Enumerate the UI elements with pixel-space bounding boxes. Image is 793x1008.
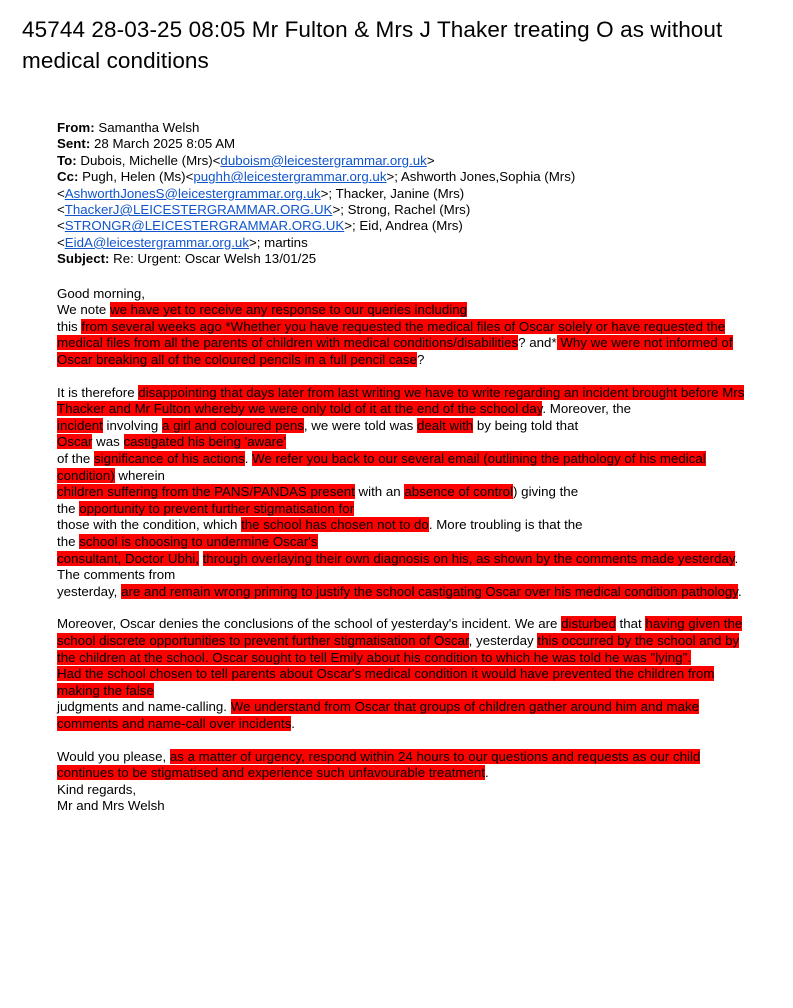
p2-s10: with an xyxy=(354,484,405,500)
p2-h6: castigated his being 'aware' xyxy=(123,434,287,450)
p2-h5: Oscar xyxy=(57,434,93,450)
p2-s8: . xyxy=(244,451,253,466)
signoff-line-2: Mr and Mrs Welsh xyxy=(57,798,165,814)
p1-s2: this xyxy=(57,318,82,334)
p2-h7: significance of his actions xyxy=(93,451,245,466)
email-container xyxy=(57,120,757,815)
p2-s12: those with the condition xyxy=(57,517,196,533)
p3-s3: , yesterday xyxy=(468,632,538,648)
p3-h3: this occurred by the school and by the children at the school. Oscar sought to tell Emily about his condition to which he was told he was "lying". xyxy=(57,632,740,665)
email-header-cc xyxy=(57,169,757,251)
p2-h8: We refer you back to our several email (outlining the pathology of his medical condition) xyxy=(57,451,706,483)
email-header-sent xyxy=(57,136,757,152)
p2-s14: . More troubling is that the xyxy=(428,517,583,533)
p2-s18: . xyxy=(737,583,742,599)
p2-s1: It is therefore xyxy=(57,384,139,400)
to-open-bracket: < xyxy=(212,152,221,168)
p1-s4: ? xyxy=(416,352,425,368)
p2-h3: a girl and coloured pens xyxy=(161,417,304,433)
cc-trail-3: >; Eid, Andrea (Mrs) xyxy=(344,218,463,234)
p2-h10: absence of control xyxy=(404,484,514,500)
p3-s2: that xyxy=(615,616,646,632)
to-label: To: xyxy=(57,152,77,168)
p1-h2: from several weeks ago *Whether you have requested the medical files of Oscar solely or have requested the medical files from all the parents of children with medical conditions/disabilities xyxy=(57,318,726,351)
p2-s9: wherein xyxy=(114,467,165,483)
p3-s4: judgments and name-calling. xyxy=(57,699,231,715)
signoff-line-1: Kind regards, xyxy=(57,781,137,797)
p3-h5: We understand from Oscar that groups of children gather around him and make comments and name-call over incidents xyxy=(57,699,700,731)
cc-row-0: Cc: Pugh, Helen (Ms)<pughh@leicestergrammar.org.uk>; Ashworth Jones,Sophia (Mrs) xyxy=(57,169,576,185)
p2-s16: . The comments from xyxy=(57,550,739,583)
p1-s1: We note xyxy=(57,302,110,318)
p2-s3: involving xyxy=(102,417,162,433)
page-title: 45744 28-03-25 08:05 Mr Fulton & Mrs J Thaker treating O as without medical conditions xyxy=(22,17,723,73)
from-value: Samantha Welsh xyxy=(98,120,200,135)
cc-address-link-3[interactable]: STRONGR@LEICESTERGRAMMAR.ORG.UK xyxy=(64,218,345,234)
cc-name-0: Pugh, Helen (Ms) xyxy=(82,169,186,185)
p2-the1: the xyxy=(57,500,80,516)
p2-s4: , we were told was xyxy=(303,417,417,433)
email-body xyxy=(57,286,757,815)
p2-h1: disappointing that days later from last writing we have to write regarding an incident brought before Mrs Thacker and Mr Fulton whereby we were only told of it at the end of the school day xyxy=(57,384,745,417)
paragraph-3 xyxy=(57,616,757,732)
p2-h14: consultant, Doctor Ubhi, xyxy=(57,550,199,566)
greeting-text: Good morning, xyxy=(57,285,145,301)
p4-s1: Would you please, xyxy=(57,748,170,764)
sent-label: Sent: xyxy=(57,136,91,152)
p2-h11: opportunity to prevent further stigmatisation for xyxy=(79,500,355,516)
cc-row-3: <STRONGR@LEICESTERGRAMMAR.ORG.UK>; Eid, Andrea (Mrs) xyxy=(57,218,463,234)
to-name: Dubois, Michelle (Mrs) xyxy=(80,152,213,168)
cc-trail-2: >; Strong, Rachel (Mrs) xyxy=(332,202,471,218)
cc-address-link-0[interactable]: pughh@leicestergrammar.org.uk xyxy=(193,169,387,185)
p2-h2: incident xyxy=(57,417,103,433)
email-header-from xyxy=(57,120,757,136)
p2-s7: of the xyxy=(57,451,94,466)
p2-h16: are and remain wrong priming to justify the school castigating Oscar over his medical condition pathology xyxy=(121,583,738,599)
p2-h12: the school has chosen not to do xyxy=(241,517,429,533)
p2-h9: children suffering from the PANS/PANDAS present xyxy=(57,484,355,500)
to-address-link[interactable]: duboism@leicestergrammar.org.uk xyxy=(220,152,427,168)
from-label: From: xyxy=(57,120,95,135)
p1-s3: ? and* xyxy=(518,335,557,351)
email-header-subject xyxy=(57,251,757,267)
cc-row-4: <EidA@leicestergrammar.org.uk>; martins xyxy=(57,234,308,250)
p4-h1: as a matter of urgency, respond within 24 hours to our questions and requests as our child continues to be stigmatised and experience such unfavourable treatment xyxy=(57,748,701,781)
subject-value: Re: Urgent: Oscar Welsh 13/01/25 xyxy=(113,251,317,267)
cc-label: Cc: xyxy=(57,169,79,185)
p2-s6: was xyxy=(92,434,124,450)
p3-h1: disturbed xyxy=(561,616,616,632)
cc-address-link-2[interactable]: ThackerJ@LEICESTERGRAMMAR.ORG.UK xyxy=(64,202,333,218)
p2-s13: , which xyxy=(195,517,242,533)
p2-s5: by being told that xyxy=(473,417,579,433)
p2-s11: ) giving the xyxy=(513,484,579,500)
p2-s17: yesterday, xyxy=(57,583,122,599)
p2-h13: school is choosing to undermine Oscar's xyxy=(79,533,318,549)
paragraph-4 xyxy=(57,749,757,815)
p3-h4: Had the school chosen to tell parents about Oscar's medical condition it would have prevented the children from making the false xyxy=(57,666,715,698)
p3-s5: . xyxy=(291,715,295,731)
cc-trail-0: >; Ashworth Jones,Sophia (Mrs) xyxy=(386,169,576,185)
cc-trail-1: >; Thacker, Janine (Mrs) xyxy=(320,185,465,201)
cc-row-1: <AshworthJonesS@leicestergrammar.org.uk>; Thacker, Janine (Mrs) xyxy=(57,185,465,201)
cc-row-2: <ThackerJ@LEICESTERGRAMMAR.ORG.UK>; Strong, Rachel (Mrs) xyxy=(57,202,471,218)
cc-address-link-4[interactable]: EidA@leicestergrammar.org.uk xyxy=(64,234,249,250)
p3-s1: Moreover, Oscar denies the conclusions of the school of yesterday's incident. We are xyxy=(57,616,562,632)
p1-h1: we have yet to receive any response to our queries including xyxy=(109,302,467,318)
email-header-to xyxy=(57,153,757,169)
p2-h4: dealt with xyxy=(417,417,474,433)
p1-h3: Why we were not informed of Oscar breaking all of the coloured pencils in a full pencil case xyxy=(57,335,733,368)
cc-address-link-1[interactable]: AshworthJonesS@leicestergrammar.org.uk xyxy=(64,185,321,201)
sent-value: 28 March 2025 8:05 AM xyxy=(93,136,236,152)
paragraph-2 xyxy=(57,385,757,601)
to-close-bracket: > xyxy=(426,152,435,168)
p4-s2: . xyxy=(484,765,489,781)
p2-h15: through overlaying their own diagnosis on his, as shown by the comments made yesterday xyxy=(202,550,735,566)
cc-trail-4: >; martins xyxy=(248,234,308,250)
p3-h2: having given the school discrete opportunities to prevent further stigmatisation of Oscar xyxy=(57,616,743,648)
paragraph-greeting xyxy=(57,286,757,369)
p2-the2: the xyxy=(57,533,80,549)
subject-label: Subject: xyxy=(57,251,110,267)
p2-s2: . Moreover, the xyxy=(542,401,632,417)
